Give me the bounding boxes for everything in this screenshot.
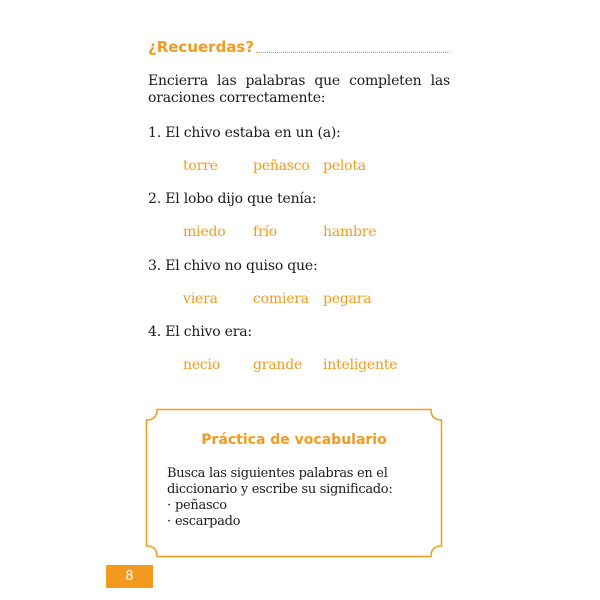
vocabulary-instruction: Busca las siguientes palabras en el diccionario y escribe su significado: <box>167 466 393 497</box>
vocabulary-word: peñasco <box>175 498 227 513</box>
option-word[interactable]: grande <box>253 357 303 373</box>
option-word[interactable]: viera <box>183 291 218 307</box>
option-word[interactable]: necio <box>183 357 221 373</box>
option-word[interactable]: pegara <box>323 291 372 307</box>
bullet-mark: · <box>167 514 171 529</box>
section-title: ¿Recuerdas? <box>148 38 255 56</box>
option-word[interactable]: frío <box>253 224 277 240</box>
page-number-tab <box>106 565 153 588</box>
vocabulary-box <box>145 408 443 558</box>
section-heading <box>148 38 450 56</box>
vocabulary-body <box>167 466 437 530</box>
question-4: 4. El chivo era: <box>148 324 252 340</box>
question-2: 2. El lobo dijo que tenía: <box>148 191 317 207</box>
page-number: 8 <box>125 569 134 584</box>
option-word[interactable]: comiera <box>253 291 309 307</box>
option-word[interactable]: peñasco <box>253 158 310 174</box>
option-word[interactable]: miedo <box>183 224 226 240</box>
list-item <box>167 514 437 530</box>
vocabulary-title: Práctica de vocabulario <box>201 432 387 448</box>
vocabulary-word: escarpado <box>175 514 241 529</box>
dotted-leader <box>256 52 450 53</box>
bullet-mark: · <box>167 498 171 513</box>
list-item <box>167 498 437 514</box>
question-3: 3. El chivo no quiso que: <box>148 258 318 274</box>
option-word[interactable]: torre <box>183 158 218 174</box>
option-word[interactable]: pelota <box>323 158 366 174</box>
question-1: 1. El chivo estaba en un (a): <box>148 125 341 141</box>
instructions-text: Encierra las palabras que completen las oraciones correctamente: <box>148 73 450 106</box>
option-word[interactable]: inteligente <box>323 357 398 373</box>
vocabulary-word-list <box>167 498 437 530</box>
option-word[interactable]: hambre <box>323 224 377 240</box>
